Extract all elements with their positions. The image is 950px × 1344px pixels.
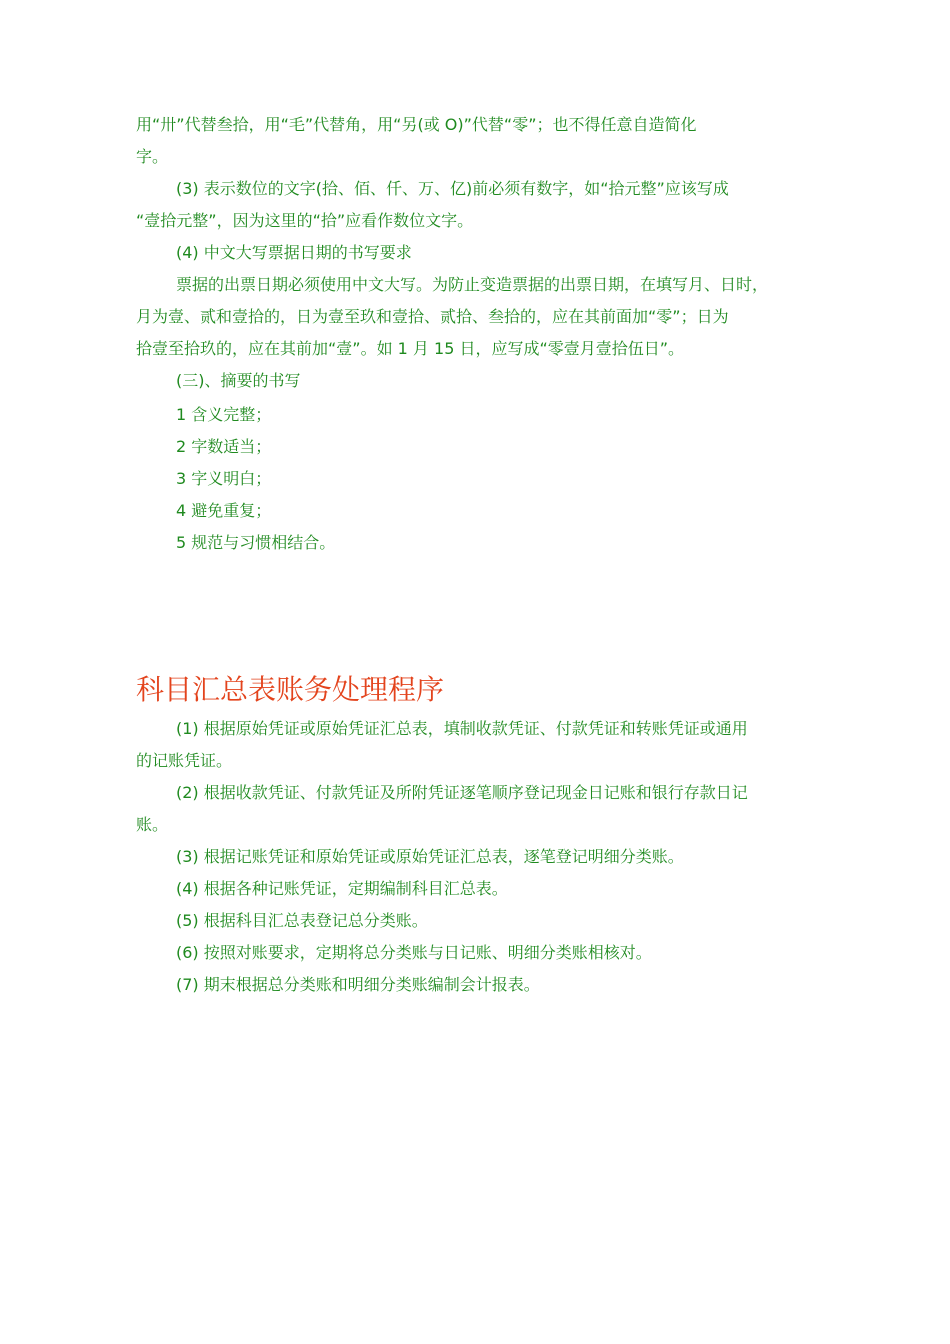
step-2: (2) 根据收款凭证、付款凭证及所附凭证逐笔顺序登记现金日记账和银行存款日记 <box>176 783 748 802</box>
list-item-4: (4) 中文大写票据日期的书写要求 <box>176 243 412 262</box>
step-4: (4) 根据各种记账凭证，定期编制科目汇总表。 <box>176 879 508 898</box>
list-item-3: (3) 表示数位的文字(拾、佰、仟、万、亿)前必须有数字，如“拾元整”应该写成 <box>176 179 729 198</box>
text-line: “壹拾元整”，因为这里的“拾”应看作数位文字。 <box>136 211 474 230</box>
step-5: (5) 根据科目汇总表登记总分类账。 <box>176 911 428 930</box>
paragraph-line: 票据的出票日期必须使用中文大写。为防止变造票据的出票日期，在填写月、日时， <box>176 275 769 294</box>
text-line: 的记账凭证。 <box>136 751 233 770</box>
step-6: (6) 按照对账要求，定期将总分类账与日记账、明细分类账相核对。 <box>176 943 652 962</box>
list-item: 5 规范与习惯相结合。 <box>176 533 336 552</box>
step-1: (1) 根据原始凭证或原始凭证汇总表，填制收款凭证、付款凭证和转账凭证或通用 <box>176 719 748 738</box>
text-line: 字。 <box>136 147 169 166</box>
step-7: (7) 期末根据总分类账和明细分类账编制会计报表。 <box>176 975 540 994</box>
subheading: (三)、摘要的书写 <box>176 371 301 390</box>
text-line: 用“卅”代替叁拾，用“毛”代替角，用“另(或 O)”代替“零”；也不得任意自造简化 <box>136 115 697 134</box>
paragraph-line: 拾壹至拾玖的，应在其前加“壹”。如 1 月 15 日，应写成“零壹月壹拾伍日”。 <box>136 339 685 358</box>
section-title: 科目汇总表账务处理程序 <box>136 673 445 706</box>
list-item: 1 含义完整； <box>176 405 272 424</box>
list-item: 2 字数适当； <box>176 437 272 456</box>
step-3: (3) 根据记账凭证和原始凭证或原始凭证汇总表，逐笔登记明细分类账。 <box>176 847 684 866</box>
text-line: 账。 <box>136 815 169 834</box>
list-item: 4 避免重复； <box>176 501 272 520</box>
list-item: 3 字义明白； <box>176 469 272 488</box>
paragraph-line: 月为壹、贰和壹拾的，日为壹至玖和壹拾、贰拾、叁拾的，应在其前面加“零”；日为 <box>136 307 729 326</box>
